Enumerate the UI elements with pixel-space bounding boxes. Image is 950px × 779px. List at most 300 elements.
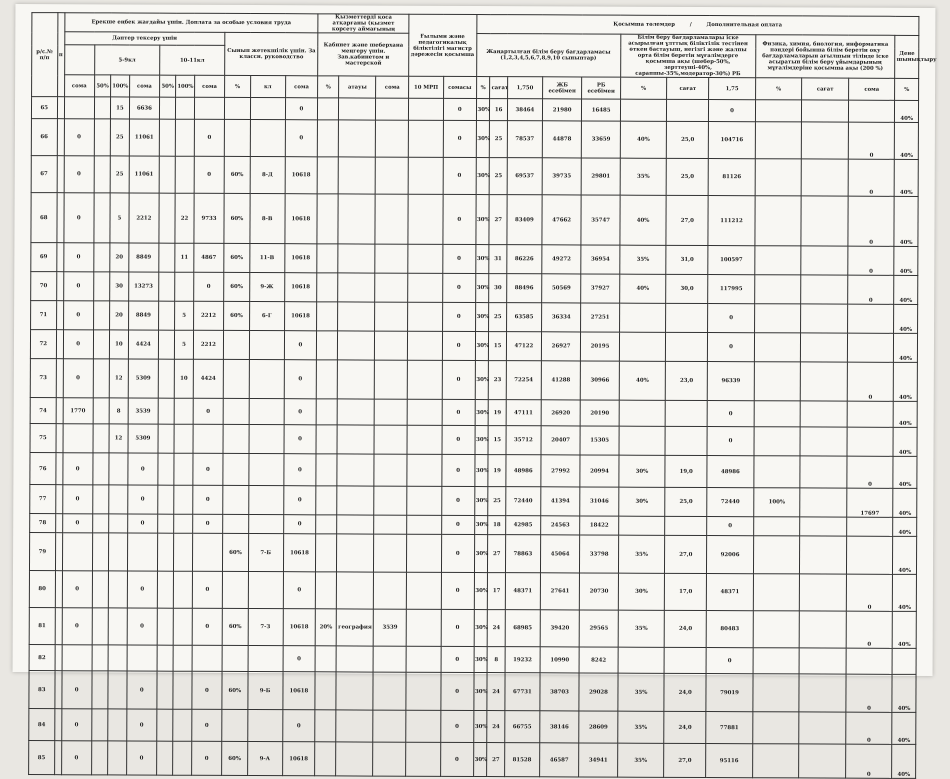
cell-mrp [407, 486, 442, 515]
cell-z: 0 [846, 674, 893, 712]
cell-a: 0 [63, 243, 93, 272]
cell-b: 12 [109, 424, 128, 453]
cell-k [338, 244, 375, 273]
cell-g [249, 425, 284, 454]
cell-mrp [408, 120, 443, 157]
cell-x [754, 456, 801, 488]
cell-r: 66755 [505, 711, 540, 743]
cell-x [754, 304, 801, 333]
cell-q: 15 [488, 426, 506, 455]
cell-f [223, 398, 249, 424]
cell-l [376, 120, 409, 157]
cell-p50b [158, 424, 174, 453]
cell-p50 [93, 330, 109, 359]
cell-b [108, 571, 127, 608]
cell-f [223, 485, 249, 514]
cell-l [373, 672, 406, 710]
cell-z [846, 648, 893, 674]
cell-e: 0 [192, 514, 222, 533]
table-row [29, 608, 916, 649]
cell-p50 [94, 97, 110, 119]
cell-g [248, 646, 283, 672]
sub-50-2: 50% [160, 75, 176, 97]
cell-z: 0 [848, 196, 895, 246]
cell-r: 88496 [507, 274, 542, 303]
sub-kl: кл [250, 76, 285, 98]
grade-10-11-header: 10-11кл [160, 45, 225, 75]
cell-k [336, 672, 373, 710]
cell-zz: 40% [893, 427, 917, 456]
mark-header: п [57, 13, 64, 97]
cell-g: 9-Б [248, 672, 283, 710]
cell-f [222, 571, 248, 608]
science-header: Ғылыми және педагогикалық біліктілігі магистр дәрежесін қосымша [409, 14, 477, 76]
cell-x [755, 196, 802, 246]
cell-f [222, 645, 248, 671]
cell-y [801, 275, 848, 304]
cell-y [799, 648, 846, 674]
cell-p50 [92, 514, 108, 533]
cell-g [248, 486, 283, 515]
cell-n: 85 [29, 741, 55, 775]
cell-e [192, 645, 222, 671]
cell-z: 0 [848, 159, 895, 196]
cell-a: 0 [63, 330, 93, 359]
sub-soma-2: сома [129, 75, 159, 97]
cell-h: 10618 [284, 302, 317, 331]
cell-e: 0 [192, 608, 222, 645]
cell-b [108, 645, 127, 671]
cell-b [108, 741, 127, 775]
cell-r: 69537 [507, 158, 542, 195]
cell-c: 0 [127, 608, 157, 645]
cell-k [339, 98, 376, 120]
cell-n: 68 [31, 193, 57, 243]
cell-r: 78863 [505, 535, 540, 573]
cell-m: 0 [441, 710, 474, 742]
cell-c: 0 [127, 671, 157, 709]
cell-n: 71 [31, 301, 57, 330]
cell-k [338, 194, 375, 244]
cell-x [752, 744, 799, 778]
cell-g: 9-А [247, 742, 282, 776]
cell-b: 25 [110, 119, 129, 156]
cell-c: 0 [127, 571, 157, 608]
cell-q: 8 [488, 647, 506, 673]
cell-zz: 40% [892, 674, 916, 712]
cell-e: 0 [194, 156, 224, 193]
cell-a [62, 533, 92, 571]
cell-g [249, 360, 284, 399]
cell-zz: 40% [894, 275, 918, 304]
cell-j [315, 646, 336, 672]
cell-x [754, 401, 801, 427]
cell-zz: 40% [892, 712, 916, 744]
cell-t: 33798 [580, 535, 619, 573]
table-row [29, 571, 916, 612]
cell-g [250, 120, 285, 157]
cell-p50 [94, 156, 110, 193]
cell-w: 92006 [707, 536, 754, 574]
cell-q: 27 [489, 195, 507, 245]
cell-t: 34941 [579, 743, 618, 777]
cell-x [754, 275, 801, 304]
table-row [31, 119, 918, 160]
cell-p50 [92, 671, 108, 709]
cell-y [800, 574, 847, 611]
cell-v [666, 332, 708, 361]
cell-u: 30% [619, 487, 666, 516]
cell-r: 48986 [506, 455, 541, 487]
cell-c: 3539 [128, 398, 158, 424]
cell-a: 0 [61, 671, 91, 709]
cell-t: 20190 [581, 400, 620, 426]
cell-zz: 40% [893, 536, 917, 574]
cell-k [336, 710, 373, 742]
cell-s: 41288 [541, 361, 581, 400]
cell-q: 27 [488, 535, 506, 573]
table-row [31, 156, 918, 197]
cell-w: 79019 [706, 674, 753, 712]
cell-h: 0 [283, 515, 316, 534]
cell-t: 37927 [581, 274, 620, 303]
cell-w: 111212 [708, 196, 755, 246]
cell-e: 0 [194, 272, 224, 301]
cell-w: 0 [708, 304, 755, 333]
cell-p50b [157, 645, 173, 671]
cell-n: 69 [31, 243, 57, 272]
cell-p: 30% [474, 487, 488, 516]
cell-c: 0 [126, 741, 156, 775]
cell-m: 0 [442, 331, 475, 360]
cell-d [174, 453, 193, 485]
cell-s: 45064 [540, 535, 580, 573]
cell-q: 23 [489, 361, 507, 400]
cell-s: 27992 [541, 455, 581, 487]
cell-p50 [92, 709, 108, 741]
cell-k [336, 646, 373, 672]
cell-u: 35% [618, 711, 665, 743]
cell-p50 [92, 645, 108, 671]
cell-l [375, 302, 408, 331]
cell-r: 38464 [507, 99, 542, 121]
sub-pct-2: % [318, 76, 339, 98]
cell-z: 0 [846, 712, 893, 744]
cell-h: 0 [283, 486, 316, 515]
cell-e: 0 [194, 119, 224, 156]
cell-m: 0 [443, 244, 476, 273]
cell-v: 24,0 [664, 711, 706, 743]
cell-q: 19 [488, 455, 506, 487]
cell-p: 30% [475, 303, 489, 332]
cell-g: 8-Д [250, 157, 285, 194]
cell-q: 25 [488, 487, 506, 516]
cell-h: 10618 [282, 672, 315, 710]
cell-x [753, 674, 800, 712]
cell-w: 96339 [707, 362, 754, 401]
cell-h: 0 [284, 399, 317, 425]
cell-b: 25 [110, 156, 129, 193]
cell-mrp [407, 360, 442, 399]
cell-g [250, 98, 285, 120]
cell-k [338, 157, 375, 194]
cell-s: 26927 [541, 332, 581, 361]
cell-u [620, 99, 667, 121]
cell-p50b [158, 514, 174, 533]
cell-m: 0 [441, 609, 474, 646]
cell-h: 10618 [284, 273, 317, 302]
cell-p: 30% [475, 426, 489, 455]
cell-n: 81 [29, 608, 55, 645]
sub-soma-1: сома [64, 75, 94, 97]
cell-n: 82 [29, 645, 55, 671]
cell-t: 15305 [580, 426, 619, 455]
cell-l [376, 98, 409, 120]
cell-s: 24563 [540, 516, 580, 535]
cell-z: 0 [847, 456, 894, 488]
table-row [31, 272, 918, 305]
cell-p: 30% [474, 455, 488, 487]
cell-n: 76 [30, 453, 56, 485]
cell-n: 75 [30, 424, 56, 453]
cell-h: 0 [282, 710, 315, 742]
cell-h: 0 [283, 646, 316, 672]
cell-y [799, 674, 846, 712]
cell-p: 30% [476, 99, 490, 121]
cell-u: 35% [620, 158, 667, 195]
cell-p50b [159, 119, 175, 156]
cell-k [336, 742, 373, 776]
cell-t: 20730 [580, 573, 619, 610]
cell-z [847, 401, 894, 427]
cell-m: 0 [442, 454, 475, 486]
cell-k [337, 486, 374, 515]
cell-zz: 40% [894, 196, 918, 246]
cell-p50b [158, 301, 174, 330]
cell-b: 8 [109, 398, 128, 424]
cell-x [755, 122, 802, 159]
cell-p50 [94, 119, 110, 156]
cell-l [375, 399, 408, 425]
cell-m: 0 [441, 742, 474, 776]
cell-q: 25 [489, 303, 507, 332]
cell-g [249, 331, 284, 360]
cell-u: 40% [620, 121, 667, 158]
cell-d [174, 533, 193, 571]
cell-p: 30% [475, 274, 489, 303]
sub-pct-5: % [755, 78, 802, 100]
cell-p: 30% [475, 195, 489, 245]
cell-l [374, 572, 407, 609]
cell-z [848, 100, 895, 122]
special-conditions-header: Ерекше еңбек жағдайы үшін. Доплата за особые условия труда [64, 13, 318, 33]
cell-y [800, 401, 847, 427]
additional-slash: / [689, 21, 692, 28]
cell-a: 0 [61, 741, 91, 775]
cell-e: 0 [191, 741, 221, 775]
cell-y [801, 196, 848, 246]
updated-program-header: Жаңартылған білім беру бағдарламасы (1,2,3,4,5,6,7,8,9,10 сыныптар) [476, 34, 620, 78]
cell-z: 0 [845, 744, 892, 778]
cell-d [173, 709, 192, 741]
cell-w: 48986 [707, 456, 754, 488]
cell-t: 31046 [580, 487, 619, 516]
cell-y [800, 517, 847, 536]
cell-w: 80483 [706, 611, 753, 648]
cell-b: 20 [110, 243, 129, 272]
cell-h: 0 [284, 360, 317, 399]
cell-b: 20 [110, 301, 129, 330]
cell-h: 0 [285, 120, 318, 157]
cell-u [619, 303, 666, 332]
table-row [31, 193, 918, 247]
cell-k [337, 399, 374, 425]
cell-c [127, 533, 157, 571]
cell-u [618, 647, 665, 673]
cell-h: 10618 [282, 742, 315, 776]
cell-w: 72440 [707, 488, 754, 517]
cell-mrp [408, 98, 443, 120]
cell-d: 5 [175, 330, 194, 359]
cell-a: 0 [62, 485, 92, 514]
cell-u: 40% [620, 195, 667, 245]
cell-m: 0 [441, 646, 474, 672]
cell-v [665, 400, 707, 426]
cell-l [375, 244, 408, 273]
cell-h: 10618 [284, 244, 317, 273]
cell-mrp [408, 194, 443, 244]
cell-q: 30 [489, 274, 507, 303]
cell-l [376, 157, 409, 194]
cell-m: 0 [442, 425, 475, 454]
sub-soma-6: сома [848, 78, 895, 100]
cell-a [63, 424, 93, 453]
cell-mrp [407, 331, 442, 360]
cell-q: 27 [487, 743, 505, 777]
cell-g: 9-Ж [249, 273, 284, 302]
cell-d [173, 671, 192, 709]
cell-mrp [406, 742, 441, 776]
cell-u [619, 400, 666, 426]
cell-u: 35% [618, 535, 665, 573]
cell-s: 50569 [541, 274, 581, 303]
cell-a: 0 [61, 709, 91, 741]
cell-x [753, 536, 800, 574]
cell-zz: 40% [894, 362, 918, 401]
cell-x [755, 100, 802, 122]
cell-j [316, 399, 337, 425]
cell-y [800, 488, 847, 517]
table-row [30, 398, 917, 428]
cell-f [223, 359, 249, 398]
cell-a: 0 [62, 608, 92, 645]
table-body [29, 97, 919, 779]
cell-mrp [406, 646, 441, 672]
cell-d [174, 514, 193, 533]
cell-p50b [159, 193, 175, 243]
cell-h: 10618 [283, 609, 316, 646]
cell-m: 0 [443, 273, 476, 302]
cell-mrp [407, 399, 442, 425]
cell-e [192, 533, 222, 571]
cell-j [316, 572, 337, 609]
cell-k [337, 425, 374, 454]
cell-v: 27,0 [665, 535, 707, 573]
cell-x [755, 159, 802, 196]
cell-c: 4424 [128, 330, 158, 359]
cell-p50b [157, 741, 173, 775]
cell-y [799, 744, 846, 778]
cell-w: 0 [707, 427, 754, 456]
cell-p50b [158, 453, 174, 485]
cell-a: 0 [62, 571, 92, 608]
cell-p50b [159, 272, 175, 301]
cell-w: 48371 [707, 574, 754, 611]
cell-d: 5 [175, 301, 194, 330]
cell-p: 30% [474, 516, 488, 535]
cell-k [337, 572, 374, 609]
cell-h: 0 [284, 425, 317, 454]
table-row [31, 243, 918, 276]
cell-e [193, 424, 223, 453]
cell-d [176, 119, 195, 156]
cell-y [802, 100, 849, 122]
cell-u: 35% [620, 245, 667, 274]
cell-r: 47122 [506, 332, 541, 361]
cell-f [223, 514, 249, 533]
cell-e [194, 97, 224, 119]
sub-pct-6: % [895, 78, 919, 100]
cell-h: 10618 [285, 157, 318, 194]
cell-j [316, 515, 337, 534]
cell-h: 10618 [283, 534, 316, 572]
cell-s: 38146 [540, 711, 580, 743]
cell-f [222, 709, 248, 741]
cell-s: 27641 [540, 573, 580, 610]
cell-m: 0 [442, 515, 475, 534]
cell-y [801, 333, 848, 362]
cell-w: 0 [707, 401, 754, 427]
cell-q: 24 [487, 711, 505, 743]
cell-a [62, 645, 92, 671]
cell-zz: 40% [893, 456, 917, 488]
cell-g: 11-В [249, 244, 284, 273]
cell-p50 [93, 424, 109, 453]
cell-p: 30% [475, 245, 489, 274]
cell-p50b [157, 709, 173, 741]
cell-t: 35747 [581, 195, 620, 245]
cell-m: 0 [442, 486, 475, 515]
cell-w: 81126 [708, 159, 755, 196]
cell-w: 0 [707, 517, 754, 536]
cell-zz: 40% [893, 488, 917, 517]
cell-u: 35% [618, 673, 665, 711]
cell-p50b [158, 359, 174, 398]
cell-j [317, 302, 338, 331]
cell-x [753, 574, 800, 611]
cell-b [109, 514, 128, 533]
cell-u: 40% [619, 274, 666, 303]
cell-r: 19232 [505, 647, 540, 673]
cell-p50 [92, 608, 108, 645]
cell-v: 25,0 [667, 121, 709, 158]
cell-u [619, 332, 666, 361]
cell-y [801, 362, 848, 401]
cell-a: 1770 [63, 398, 93, 424]
cell-q: 19 [489, 400, 507, 426]
cell-r: 78537 [507, 121, 542, 158]
cell-p: 30% [475, 361, 489, 400]
